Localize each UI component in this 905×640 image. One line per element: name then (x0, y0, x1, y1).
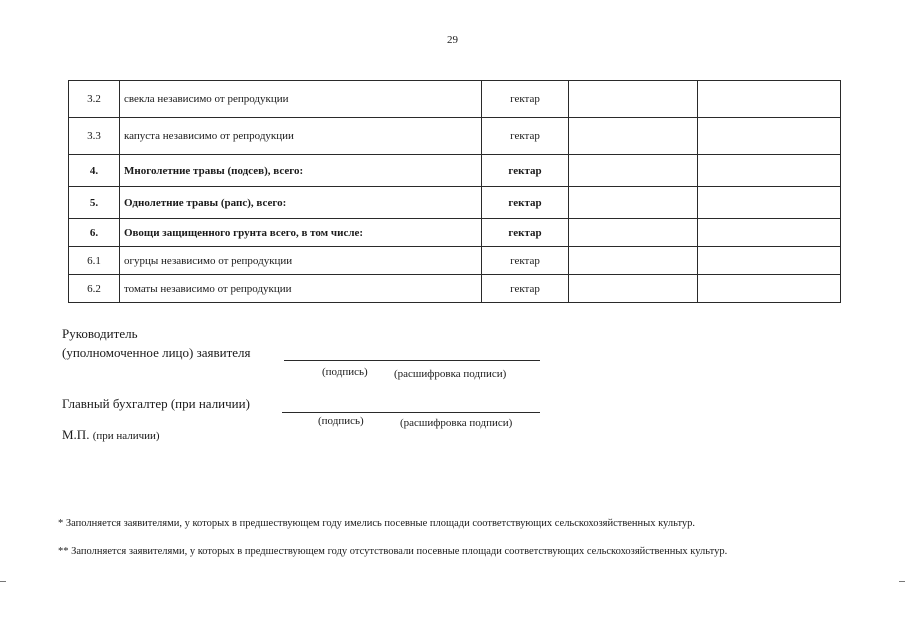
value-cell (569, 187, 698, 219)
right-edge-mark (899, 581, 905, 582)
crop-name: Многолетние травы (подсев), всего: (120, 155, 482, 187)
crop-name: свекла независимо от репродукции (120, 81, 482, 118)
unit-cell: гектар (482, 275, 569, 303)
head-title: Руководитель (62, 326, 138, 341)
crop-name: Однолетние травы (рапс), всего: (120, 187, 482, 219)
unit-cell: гектар (482, 155, 569, 187)
value-cell (698, 118, 841, 155)
stamp-label (62, 427, 160, 443)
row-number: 6.1 (69, 247, 120, 275)
accountant-label: Главный бухгалтер (при наличии) (62, 396, 250, 411)
head-signature-line (284, 360, 540, 361)
page-number: 29 (447, 34, 458, 46)
table-row (69, 219, 841, 247)
crop-name: капуста независимо от репродукции (120, 118, 482, 155)
row-number: 3.2 (69, 81, 120, 118)
footnote-1: * Заполняется заявителями, у которых в предшествующем году имелись посевные площади соответствующих сельскохозяйственных культур. (58, 518, 696, 529)
value-cell (698, 219, 841, 247)
footnote-2: ** Заполняется заявителями, у которых в предшествующем году отсутствовали посевные площади соответствующих сельскохозяйственных культур. (58, 546, 728, 557)
row-number: 6. (69, 219, 120, 247)
value-cell (698, 247, 841, 275)
value-cell (569, 275, 698, 303)
table-row (69, 247, 841, 275)
crop-area-table (68, 80, 841, 303)
accountant-caption-sign: (подпись) (318, 415, 364, 427)
value-cell (569, 81, 698, 118)
table-row (69, 155, 841, 187)
crop-name: огурцы независимо от репродукции (120, 247, 482, 275)
unit-cell: гектар (482, 187, 569, 219)
row-number: 5. (69, 187, 120, 219)
head-caption-decode: (расшифровка подписи) (394, 368, 507, 380)
value-cell (569, 118, 698, 155)
unit-cell: гектар (482, 219, 569, 247)
value-cell (698, 155, 841, 187)
table-row (69, 81, 841, 118)
head-subtitle: (уполномоченное лицо) заявителя (62, 345, 251, 360)
value-cell (698, 81, 841, 118)
unit-cell: гектар (482, 118, 569, 155)
unit-cell: гектар (482, 247, 569, 275)
row-number: 3.3 (69, 118, 120, 155)
value-cell (698, 275, 841, 303)
value-cell (569, 155, 698, 187)
row-number: 6.2 (69, 275, 120, 303)
row-number: 4. (69, 155, 120, 187)
accountant-caption-decode: (расшифровка подписи) (400, 417, 513, 429)
value-cell (569, 247, 698, 275)
table-row (69, 187, 841, 219)
left-edge-mark (0, 581, 6, 582)
crop-name: Овощи защищенного грунта всего, в том числе: (120, 219, 482, 247)
stamp-abbrev: М.П. (62, 427, 90, 442)
head-caption-sign: (подпись) (322, 366, 368, 378)
value-cell (569, 219, 698, 247)
table-row (69, 275, 841, 303)
crop-name: томаты независимо от репродукции (120, 275, 482, 303)
stamp-note: (при наличии) (92, 430, 160, 442)
unit-cell: гектар (482, 81, 569, 118)
accountant-signature-line (282, 412, 540, 413)
table-row (69, 118, 841, 155)
value-cell (698, 187, 841, 219)
